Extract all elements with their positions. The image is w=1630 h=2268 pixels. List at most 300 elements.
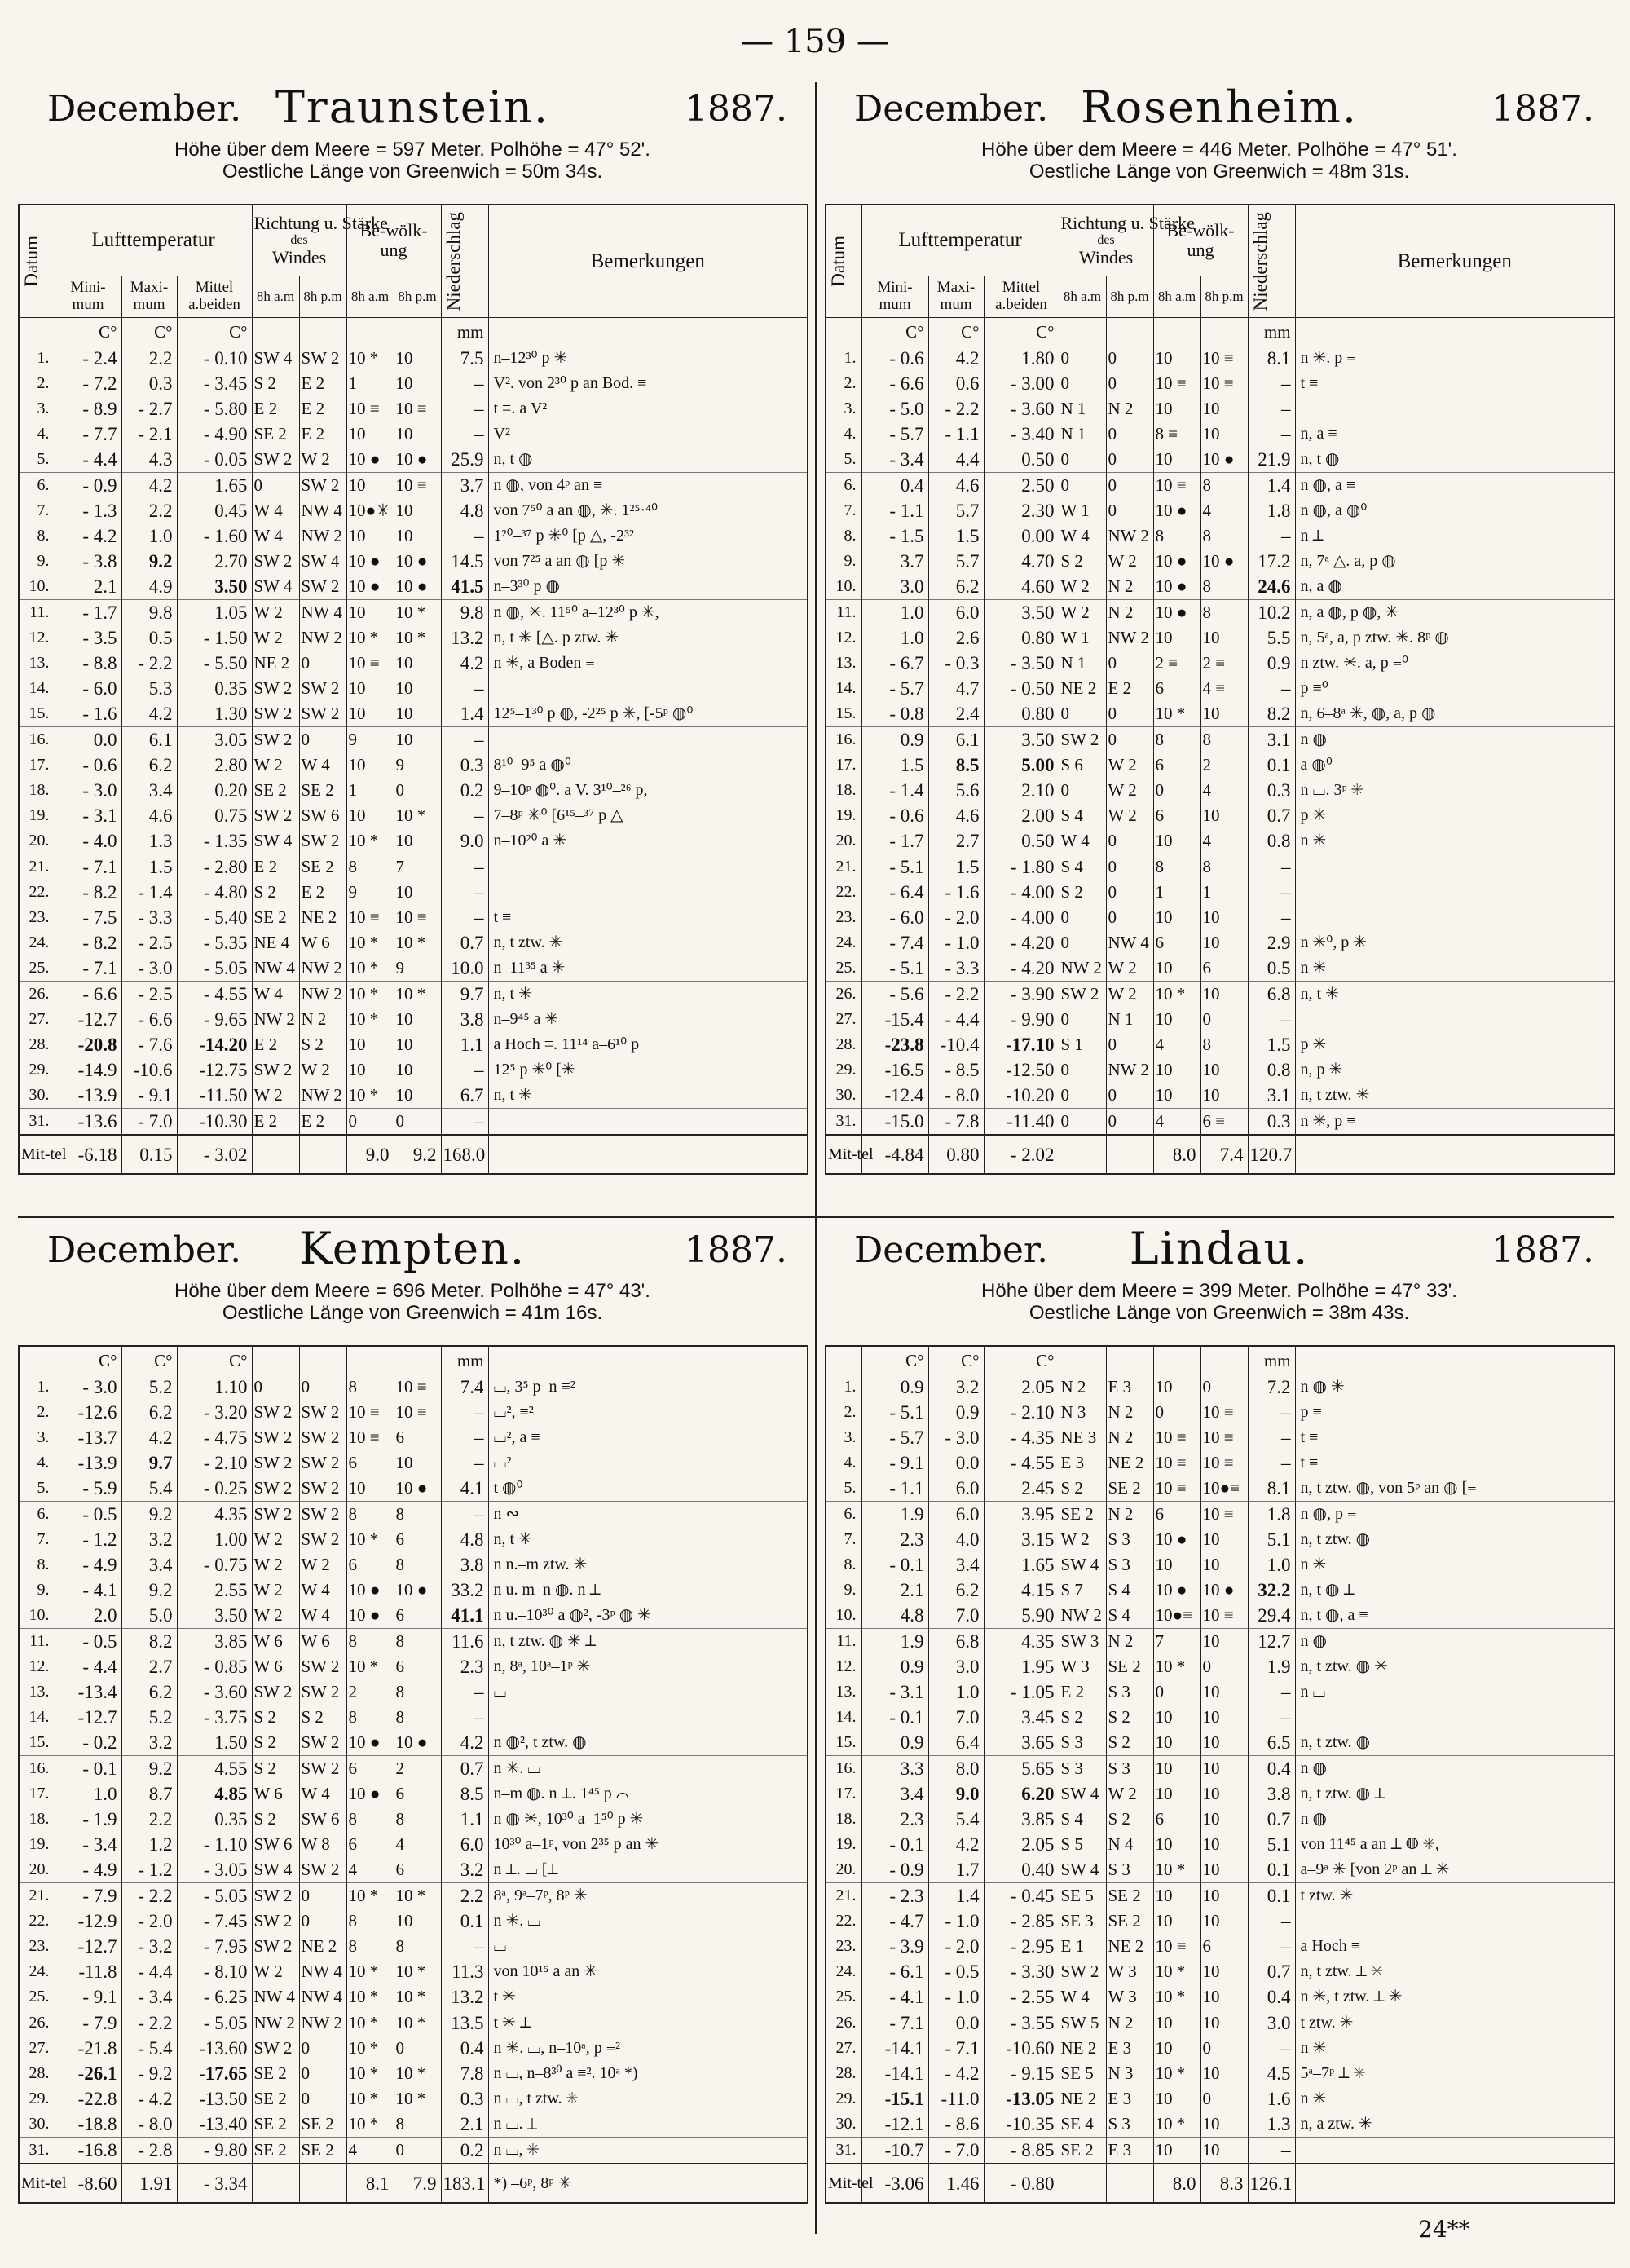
day-cell: 18.: [826, 778, 861, 803]
max-cell: -10.4: [928, 1032, 984, 1057]
precip-cell: 0.1: [1248, 1857, 1295, 1883]
max-cell: 0.5: [121, 625, 177, 651]
min-cell: - 7.4: [861, 930, 928, 955]
wind-am-cell: NE 2: [252, 651, 299, 676]
wind-pm-cell: 0: [299, 1883, 346, 1909]
mean-cell: - 0.50: [984, 676, 1059, 701]
precip-cell: –: [441, 421, 488, 447]
blank: [1106, 1135, 1153, 1174]
max-cell: 8.0: [928, 1756, 984, 1782]
table-row: [826, 651, 1615, 676]
max-cell: 3.4: [121, 1552, 177, 1577]
table-row: [19, 676, 808, 701]
remark-cell: a–9ᵃ ✳ [von 2ᵖ an ⟂ ✳: [1295, 1857, 1615, 1883]
cloud-pm-cell: 10 *: [394, 1959, 441, 1984]
table-row: [826, 2111, 1615, 2138]
day-cell: 19.: [19, 1832, 55, 1857]
remark-cell: n, t ztw. ◍ ✳ ⟂: [488, 1629, 808, 1655]
cloud-am-cell: 10: [346, 1032, 394, 1057]
precip-cell: 0.8: [1248, 1057, 1295, 1083]
min-cell: - 5.6: [861, 982, 928, 1008]
day-cell: 25.: [19, 1984, 55, 2010]
mean-cell: - 3.00: [984, 371, 1059, 396]
max-cell: - 9.2: [121, 2061, 177, 2086]
cloud-pm-cell: 10: [394, 676, 441, 701]
table-row: [826, 905, 1615, 930]
min-cell: - 3.1: [55, 803, 121, 828]
mean-cell: - 3.30: [984, 1959, 1059, 1984]
day-cell: 31.: [19, 2138, 55, 2164]
day-cell: 19.: [19, 803, 55, 828]
mean-cell: 0.75: [177, 803, 252, 828]
min-cell: -13.9: [55, 1450, 121, 1476]
mean-cell: -10.35: [984, 2111, 1059, 2138]
day-cell: 11.: [19, 1629, 55, 1655]
cloud-pm-cell: 10 *: [394, 625, 441, 651]
cloud-pm-cell: 8: [1200, 854, 1248, 880]
day-cell: 20.: [19, 1857, 55, 1883]
cloud-pm-cell: 10 ●: [394, 1730, 441, 1756]
precip-cell: –: [441, 676, 488, 701]
unit-blank: [1106, 318, 1153, 346]
cloud-am-cell: 6: [1153, 1807, 1200, 1832]
precip-cell: 6.8: [1248, 982, 1295, 1008]
mean-cell: - 0.25: [177, 1476, 252, 1502]
cloud-pm-cell: 8: [1200, 600, 1248, 626]
remark-cell: t ztw. ✳: [1295, 2010, 1615, 2036]
wind-pm-cell: 0: [299, 1908, 346, 1934]
wind-pm-cell: N 3: [1106, 2061, 1153, 2086]
cloud-pm-cell: 10: [1200, 905, 1248, 930]
max-cell: - 7.0: [928, 2138, 984, 2164]
precip-cell: 5.1: [1248, 1527, 1295, 1552]
cloud-am-cell: 10 ≡: [346, 396, 394, 421]
unit-mm: mm: [441, 318, 488, 346]
day-cell: 20.: [19, 828, 55, 854]
wind-am-cell: S 3: [1059, 1756, 1106, 1782]
day-cell: 12.: [19, 625, 55, 651]
table-row: [826, 396, 1615, 421]
cloud-am-cell: 8: [1153, 727, 1200, 753]
min-cell: -15.0: [861, 1109, 928, 1136]
col-h8am: 8h a.m: [252, 276, 299, 318]
cloud-pm-cell: 10: [394, 1908, 441, 1934]
day-cell: 21.: [826, 854, 861, 880]
wind-am-cell: SW 2: [252, 1934, 299, 1959]
cloud-am-cell: 1: [1153, 880, 1200, 905]
table-row: [19, 1476, 808, 1502]
min-cell: - 0.1: [861, 1552, 928, 1577]
table-row: [19, 1984, 808, 2010]
wind-am-cell: SW 2: [1059, 1959, 1106, 1984]
day-cell: 19.: [826, 803, 861, 828]
precip-cell: –: [441, 1425, 488, 1450]
wind-am-cell: SW 2: [252, 803, 299, 828]
min-cell: - 0.6: [55, 752, 121, 778]
min-cell: -14.1: [861, 2061, 928, 2086]
wind-am-cell: 0: [1059, 1057, 1106, 1083]
wind-am-cell: SW 6: [252, 1832, 299, 1857]
wind-am-cell: 0: [1059, 905, 1106, 930]
mean-cell: - 5.40: [177, 905, 252, 930]
remark-cell: n, t ✳ [△. p ztw. ✳: [488, 625, 808, 651]
mean-cell: - 9.15: [984, 2061, 1059, 2086]
table-row: [19, 905, 808, 930]
wind-pm-cell: W 2: [1106, 778, 1153, 803]
wind-am-cell: NW 2: [1059, 955, 1106, 982]
precip-cell: 4.8: [441, 498, 488, 523]
table-row: [19, 1629, 808, 1655]
table-row: [826, 1857, 1615, 1883]
cloud-am-cell: 10: [1153, 1374, 1200, 1400]
unit-blank: [1059, 318, 1106, 346]
mean-cell: 0.40: [984, 1857, 1059, 1883]
mean-cell: 0.35: [177, 1807, 252, 1832]
precip-cell: 32.2: [1248, 1577, 1295, 1603]
cloud-am-cell: 6: [1153, 930, 1200, 955]
mean-cell: - 3.55: [984, 2010, 1059, 2036]
table-row: [826, 701, 1615, 727]
wind-pm-cell: S 2: [1106, 1807, 1153, 1832]
day-cell: 13.: [826, 1679, 861, 1705]
cloud-am-cell: 10 ●: [346, 447, 394, 473]
table-row: [19, 1083, 808, 1109]
table-row: [19, 2061, 808, 2086]
remark-cell: n, t ztw. ◍: [1295, 1730, 1615, 1756]
remark-cell: n ✳: [1295, 2086, 1615, 2111]
unit-blank: [826, 318, 861, 346]
max-cell: - 7.6: [121, 1032, 177, 1057]
table-row: [826, 676, 1615, 701]
wind-am-cell: SW 2: [252, 1679, 299, 1705]
remark-cell: n ✳, t ztw. ⟂ ✳: [1295, 1984, 1615, 2010]
table-row: [826, 1007, 1615, 1032]
cloud-pm-cell: 10 ≡: [1200, 1603, 1248, 1629]
cloud-pm-cell: 10: [1200, 2061, 1248, 2086]
day-cell: 21.: [826, 1883, 861, 1909]
remark-cell: n ✳: [1295, 2036, 1615, 2061]
wind-am-cell: W 4: [252, 498, 299, 523]
wind-pm-cell: NW 2: [299, 955, 346, 982]
remark-cell: 8¹⁰–9⁵ a ◍⁰: [488, 752, 808, 778]
max-cell: - 4.2: [928, 2061, 984, 2086]
mean-cell: - 3.75: [177, 1705, 252, 1730]
wind-pm-cell: NE 2: [1106, 1934, 1153, 1959]
remark-cell: n, t ◍: [488, 447, 808, 473]
col-mittel: Mittel a.beiden: [177, 276, 252, 318]
remark-cell: 12⁵ p ✳⁰ [✳: [488, 1057, 808, 1083]
table-row: [19, 1109, 808, 1136]
day-cell: 4.: [826, 1450, 861, 1476]
mean-cell: - 5.80: [177, 396, 252, 421]
precip-cell: 4.1: [441, 1476, 488, 1502]
max-cell: - 3.4: [121, 1984, 177, 2010]
remark-cell: n, t ztw. ◍, von 5ᵖ an ◍ [≡: [1295, 1476, 1615, 1502]
day-cell: 16.: [19, 727, 55, 753]
precip-cell: –: [441, 396, 488, 421]
max-cell: 9.2: [121, 1756, 177, 1782]
unit-c: C°: [177, 318, 252, 346]
wind-am-cell: SW 4: [252, 1857, 299, 1883]
min-cell: - 0.8: [861, 701, 928, 727]
wind-am-cell: E 2: [1059, 1679, 1106, 1705]
wind-pm-cell: S 3: [1106, 1527, 1153, 1552]
min-cell: - 3.4: [55, 1832, 121, 1857]
unit-blank: [826, 1346, 861, 1374]
table-row: [19, 1552, 808, 1577]
wind-am-cell: SW 2: [252, 1057, 299, 1083]
cloud-pm-cell: 1: [1200, 880, 1248, 905]
table-row: [19, 828, 808, 854]
wind-pm-cell: NW 4: [299, 600, 346, 626]
wind-am-cell: SE 2: [252, 2111, 299, 2138]
day-cell: 24.: [19, 1959, 55, 1984]
wind-am-cell: SE 2: [252, 905, 299, 930]
remark-cell: n, t ztw. ✳: [488, 930, 808, 955]
precip-cell: 8.5: [441, 1781, 488, 1807]
table-row: [19, 2086, 808, 2111]
precip-cell: 0.3: [1248, 1109, 1295, 1136]
cloud-pm-cell: 10 ●: [1200, 1577, 1248, 1603]
wind-am-cell: SW 4: [1059, 1552, 1106, 1577]
cloud-pm-cell: 10 ≡: [394, 905, 441, 930]
year-label: 1887.: [685, 1229, 787, 1271]
day-cell: 15.: [19, 1730, 55, 1756]
mean-cell: 4.60: [984, 574, 1059, 600]
min-cell: - 3.5: [55, 625, 121, 651]
wind-am-cell: SE 2: [252, 2086, 299, 2111]
remark-cell: t ≡: [488, 905, 808, 930]
day-cell: 24.: [826, 1959, 861, 1984]
mean-cell: - 3.20: [177, 1400, 252, 1425]
day-cell: 26.: [826, 982, 861, 1008]
mean-cell: - 5.05: [177, 955, 252, 982]
remark-cell: n ✳: [1295, 828, 1615, 854]
cloud-pm-cell: 0: [394, 2138, 441, 2164]
wind-am-cell: SW 2: [252, 727, 299, 753]
cloud-am-cell: 10 ●: [346, 574, 394, 600]
cloud-am-cell: 1: [346, 778, 394, 803]
day-cell: 26.: [19, 2010, 55, 2036]
wind-am-cell: S 2: [252, 880, 299, 905]
wind-pm-cell: W 2: [1106, 982, 1153, 1008]
remark-cell: t ≡. a V²: [488, 396, 808, 421]
mean-cell: - 1.35: [177, 828, 252, 854]
col-datum: Datum: [826, 205, 861, 318]
max-cell: 4.7: [928, 676, 984, 701]
longitude-line: Oestliche Länge von Greenwich = 38m 43s.: [1029, 1302, 1410, 1324]
day-cell: 31.: [826, 2138, 861, 2164]
mean-cell: - 5.05: [177, 2010, 252, 2036]
cloud-am-cell: 10 *: [1153, 1654, 1200, 1679]
precip-cell: 6.7: [441, 1083, 488, 1109]
day-cell: 10.: [19, 1603, 55, 1629]
remark-cell: n, 5ᵃ, a, p ztw. ✳. 8ᵖ ◍: [1295, 625, 1615, 651]
min-cell: - 7.2: [55, 371, 121, 396]
cloud-pm-cell: 6 ≡: [1200, 1109, 1248, 1136]
remark-cell: [488, 676, 808, 701]
precip-cell: –: [1248, 1400, 1295, 1425]
min-cell: -23.8: [861, 1032, 928, 1057]
mean-cell: 0.45: [177, 498, 252, 523]
wind-pm-cell: W 4: [299, 1603, 346, 1629]
precip-cell: –: [1248, 1908, 1295, 1934]
cloud-pm-cell: 10: [394, 1032, 441, 1057]
cloud-am-cell: 10: [1153, 1083, 1200, 1109]
remark-cell: [488, 880, 808, 905]
unit-c: C°: [55, 1346, 121, 1374]
cloud-am-cell: 10 *: [346, 625, 394, 651]
remark-cell: n, t ztw. ✳: [1295, 1083, 1615, 1109]
cloud-am-cell: 10: [346, 600, 394, 626]
day-cell: 24.: [826, 930, 861, 955]
cloud-pm-cell: 10 ≡: [1200, 346, 1248, 371]
min-cell: - 4.7: [861, 1908, 928, 1934]
mean-precip: 168.0: [441, 1135, 488, 1174]
table-row: [826, 549, 1615, 574]
min-cell: - 0.5: [55, 1502, 121, 1528]
mean-cell: 2.80: [177, 752, 252, 778]
mean-cell: 3.85: [984, 1807, 1059, 1832]
day-cell: 3.: [19, 1425, 55, 1450]
col-bewolkung: Be-wölk-ung: [346, 205, 441, 276]
table-row: [19, 1832, 808, 1857]
cloud-am-cell: 7: [1153, 1629, 1200, 1655]
remark-cell: [1295, 1908, 1615, 1934]
table-row: [19, 1527, 808, 1552]
remark-cell: n ⌴, n–8³⁰ a ≡². 10ᵃ *): [488, 2061, 808, 2086]
precip-cell: 1.0: [1248, 1552, 1295, 1577]
footnote: *) –6ᵖ, 8ᵖ ✳: [488, 2164, 808, 2203]
cloud-pm-cell: 0: [1200, 2036, 1248, 2061]
day-cell: 16.: [826, 1756, 861, 1782]
min-cell: -12.4: [861, 1083, 928, 1109]
day-cell: 29.: [826, 2086, 861, 2111]
remark-cell: n ⌴: [1295, 1679, 1615, 1705]
min-cell: -16.5: [861, 1057, 928, 1083]
wind-pm-cell: SW 2: [299, 1654, 346, 1679]
cloud-pm-cell: 6: [394, 1603, 441, 1629]
unit-blank: [394, 318, 441, 346]
remark-cell: 1²⁰–³⁷ p ✳⁰ [p △, -2³²: [488, 523, 808, 549]
mean-cell: -13.40: [177, 2111, 252, 2138]
wind-pm-cell: W 2: [1106, 549, 1153, 574]
table-row: [19, 1374, 808, 1400]
col-h8am: 8h a.m: [1153, 276, 1200, 318]
remark-cell: n, t ztw. ◍: [1295, 1527, 1615, 1552]
day-cell: 1.: [19, 1374, 55, 1400]
precip-cell: 0.4: [441, 2036, 488, 2061]
remark-cell: [1295, 880, 1615, 905]
wind-pm-cell: E 2: [299, 371, 346, 396]
precip-cell: –: [441, 727, 488, 753]
wind-am-cell: W 2: [252, 600, 299, 626]
cloud-am-cell: 6: [1153, 803, 1200, 828]
day-cell: 25.: [826, 955, 861, 982]
unit-c: C°: [121, 318, 177, 346]
precip-cell: –: [441, 1705, 488, 1730]
day-cell: 10.: [826, 574, 861, 600]
min-cell: - 7.1: [55, 854, 121, 880]
precip-cell: 6.5: [1248, 1730, 1295, 1756]
table-row: [19, 574, 808, 600]
cloud-pm-cell: 8: [1200, 473, 1248, 499]
min-cell: - 1.1: [861, 1476, 928, 1502]
min-cell: -13.6: [55, 1109, 121, 1136]
wind-am-cell: W 2: [252, 1603, 299, 1629]
min-cell: 2.3: [861, 1527, 928, 1552]
wind-pm-cell: 0: [299, 727, 346, 753]
mean-cell: -10.30: [177, 1109, 252, 1136]
max-cell: 2.2: [121, 1807, 177, 1832]
table-row: [19, 1807, 808, 1832]
table-row: [826, 854, 1615, 880]
max-cell: 1.5: [928, 523, 984, 549]
max-cell: 6.0: [928, 1476, 984, 1502]
day-cell: 22.: [826, 880, 861, 905]
cloud-am-cell: 10: [1153, 2036, 1200, 2061]
mean-cell: -10.60: [984, 2036, 1059, 2061]
cloud-pm-cell: 8: [1200, 727, 1248, 753]
wind-am-cell: W 1: [1059, 625, 1106, 651]
month-label: December.: [854, 1229, 1049, 1271]
precip-cell: 3.1: [1248, 727, 1295, 753]
wind-pm-cell: S 4: [1106, 1577, 1153, 1603]
wind-pm-cell: N 2: [1106, 1400, 1153, 1425]
day-cell: 27.: [826, 2036, 861, 2061]
table-row: [19, 396, 808, 421]
mean-cell: 1.10: [177, 1374, 252, 1400]
cloud-am-cell: 10: [346, 701, 394, 727]
day-cell: 11.: [19, 600, 55, 626]
min-cell: - 4.9: [55, 1552, 121, 1577]
min-cell: -26.1: [55, 2061, 121, 2086]
max-cell: 6.1: [928, 727, 984, 753]
wind-am-cell: S 2: [252, 1756, 299, 1782]
precip-cell: 7.4: [441, 1374, 488, 1400]
table-row: [19, 1450, 808, 1476]
day-cell: 13.: [19, 651, 55, 676]
wind-pm-cell: 0: [1106, 1032, 1153, 1057]
precip-cell: 9.7: [441, 982, 488, 1008]
mean-cell: - 4.75: [177, 1425, 252, 1450]
cloud-am-cell: 10 *: [346, 2086, 394, 2111]
station-header: [825, 82, 1614, 204]
max-cell: - 2.5: [121, 982, 177, 1008]
wind-pm-cell: 0: [1106, 905, 1153, 930]
mean-avg: - 3.34: [177, 2164, 252, 2203]
min-cell: - 9.1: [861, 1450, 928, 1476]
cloud-pm-cell: 10●≡: [1200, 1476, 1248, 1502]
mean-row: [19, 1135, 808, 1174]
cloud-pm-cell: 8: [394, 1679, 441, 1705]
cloud-am-cell: 8: [346, 1934, 394, 1959]
precip-cell: 13.5: [441, 2010, 488, 2036]
cloud-am-cell: 10: [1153, 2010, 1200, 2036]
cloud-am-cell: 10 ≡: [1153, 371, 1200, 396]
table-row: [826, 371, 1615, 396]
remark-cell: [1295, 905, 1615, 930]
remark-cell: V²: [488, 421, 808, 447]
blank: [299, 2164, 346, 2203]
wind-pm-cell: W 4: [299, 752, 346, 778]
cloud-am-cell: 6: [346, 1832, 394, 1857]
cloud-pm-cell: 10 ≡: [1200, 1425, 1248, 1450]
year-label: 1887.: [685, 88, 787, 130]
cloud-pm-cell: 10 ●: [394, 574, 441, 600]
max-cell: 6.2: [928, 574, 984, 600]
max-cell: 2.7: [121, 1654, 177, 1679]
